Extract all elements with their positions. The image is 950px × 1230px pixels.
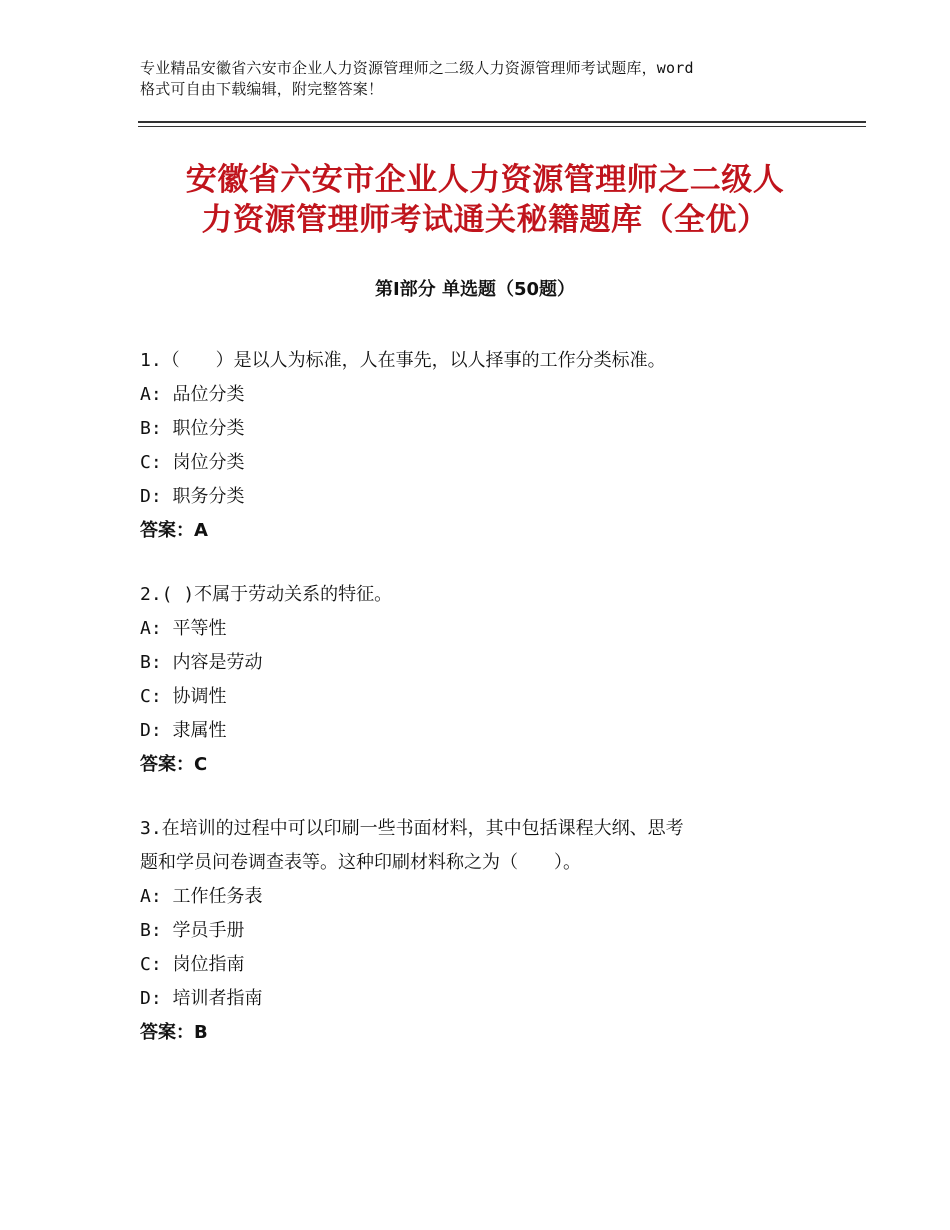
question-item [140, 812, 820, 1050]
option-d: D: 培训者指南 [140, 988, 263, 1009]
header-rule-thick [138, 121, 866, 123]
document-title-line: 安徽省六安市企业人力资源管理师之二级人 [185, 162, 785, 198]
option-a: A: 工作任务表 [140, 886, 263, 907]
option-a: A: 品位分类 [140, 384, 245, 405]
question-item [140, 578, 820, 782]
question-list [140, 344, 820, 1080]
option-b: B: 内容是劳动 [140, 652, 263, 673]
header-note [140, 58, 830, 100]
header-rule-thin [138, 126, 866, 127]
option-d: D: 隶属性 [140, 720, 227, 741]
document-title [140, 160, 830, 240]
option-a: A: 平等性 [140, 618, 227, 639]
question-stem: 2.( )不属于劳动关系的特征。 [140, 584, 393, 605]
answer: 答案：C [140, 754, 208, 775]
question-stem: 1.（ ）是以人为标准，人在事先，以人择事的工作分类标准。 [140, 350, 666, 371]
header-note-line: 格式可自由下载编辑，附完整答案！ [140, 80, 384, 98]
question-stem: 3.在培训的过程中可以印刷一些书面材料，其中包括课程大纲、思考 [140, 818, 684, 839]
document-title-line: 力资源管理师考试通关秘籍题库（全优） [201, 202, 769, 238]
answer: 答案：B [140, 1022, 208, 1043]
section-title: 第Ⅰ部分 单选题（50题） [374, 279, 575, 300]
option-c: C: 岗位指南 [140, 954, 245, 975]
option-b: B: 职位分类 [140, 418, 245, 439]
option-d: D: 职务分类 [140, 486, 245, 507]
question-item [140, 344, 820, 548]
answer: 答案：A [140, 520, 208, 541]
question-stem-continued: 题和学员问卷调查表等。这种印刷材料称之为（ ）。 [140, 852, 581, 873]
option-b: B: 学员手册 [140, 920, 245, 941]
header-note-line: 专业精品安徽省六安市企业人力资源管理师之二级人力资源管理师考试题库，word [140, 59, 694, 77]
option-c: C: 协调性 [140, 686, 227, 707]
option-c: C: 岗位分类 [140, 452, 245, 473]
